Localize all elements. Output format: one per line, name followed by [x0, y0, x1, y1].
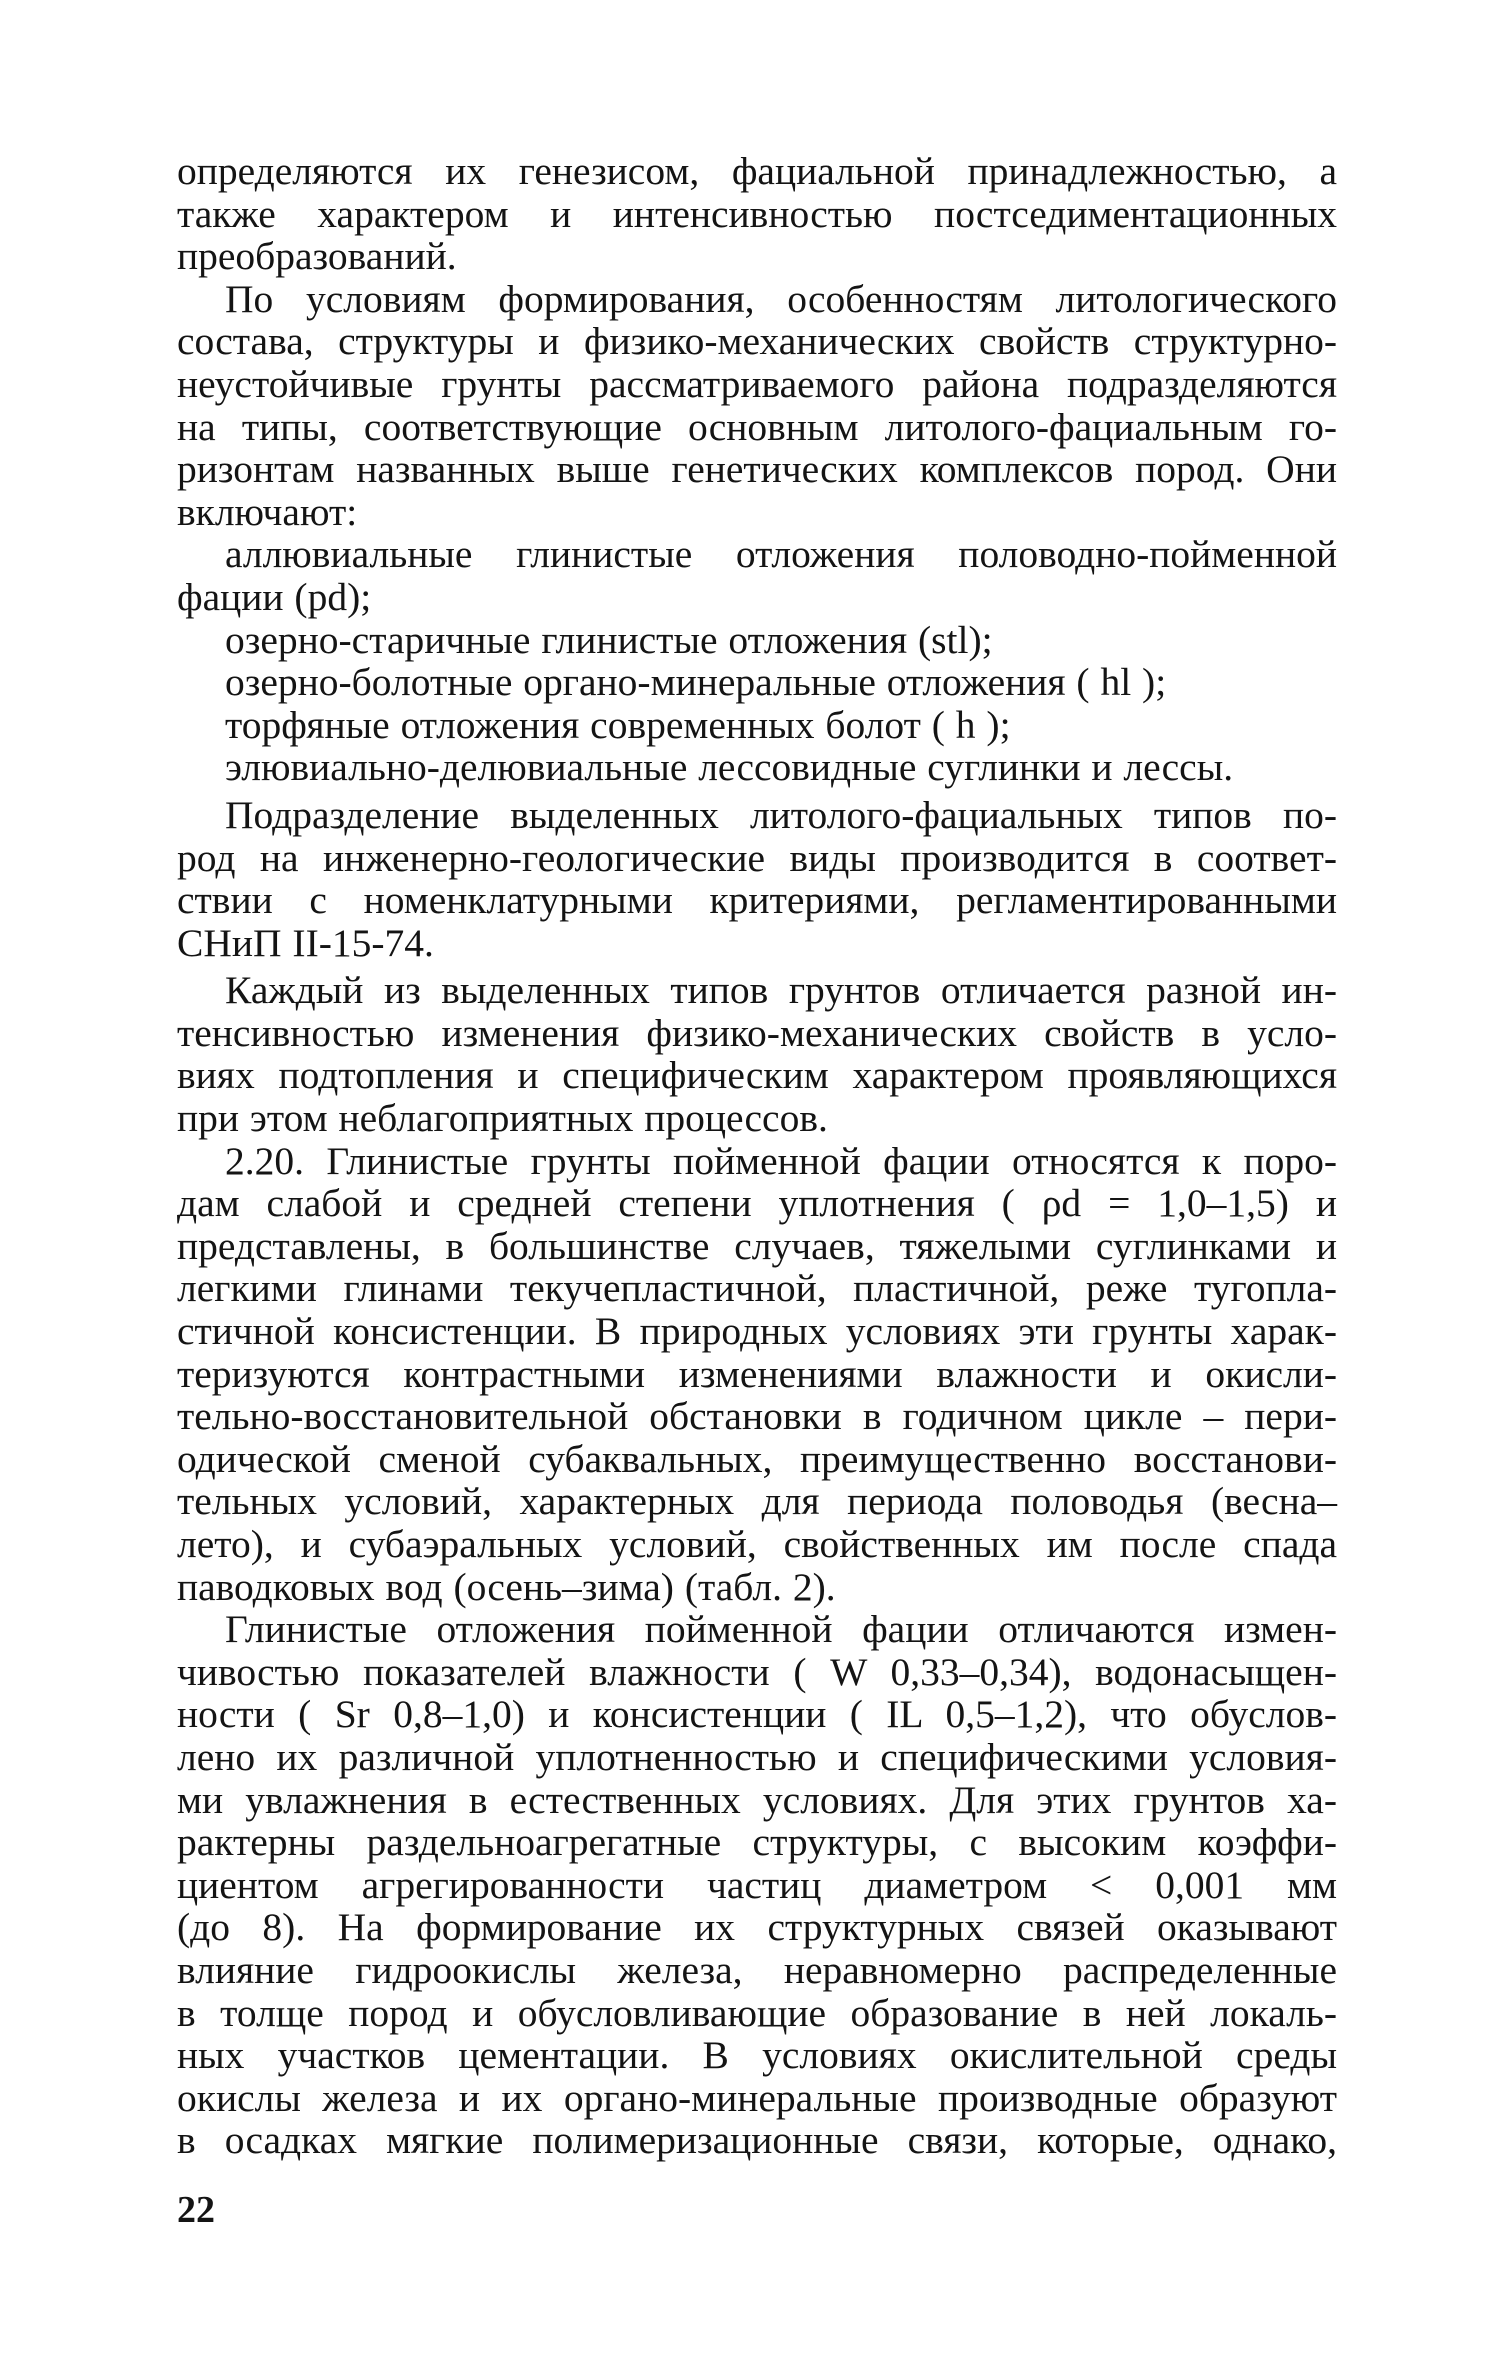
body-text: [177, 150, 1337, 2162]
text-line: ности ( Sr 0,8–1,0) и консистенции ( IL 0,5–1,2), что обуслов-: [177, 1692, 1337, 1737]
text-line: Подразделение выделенных литолого-фациальных типов по-: [225, 792, 1337, 837]
text-line: окислы железа и их органо-минеральные производные образуют: [177, 2075, 1337, 2120]
text-line: преобразований.: [177, 234, 457, 279]
text-line: торфяные отложения современных болот ( h );: [225, 702, 1011, 747]
text-line: дам слабой и средней степени уплотнения ( ρd = 1,0–1,5) и: [177, 1181, 1337, 1226]
text-line: состава, структуры и физико-механических свойств структурно-: [177, 319, 1337, 364]
text-line: включают:: [177, 489, 358, 534]
text-line: представлены, в большинстве случаев, тяжелыми суглинками и: [177, 1223, 1337, 1268]
text-line: ризонтам названных выше генетических комплексов пород. Они: [177, 447, 1337, 492]
text-line: тельных условий, характерных для периода половодья (весна–: [177, 1479, 1337, 1524]
text-line: озерно-старичные глинистые отложения (stl);: [225, 617, 993, 662]
text-line: неустойчивые грунты рассматриваемого района подразделяются: [177, 361, 1337, 406]
text-line: Каждый из выделенных типов грунтов отличается разной ин-: [225, 968, 1337, 1013]
text-line: рактерны раздельноагрегатные структуры, с высоким коэффи-: [177, 1820, 1337, 1865]
text-line: паводковых вод (осень–зима) (табл. 2).: [177, 1564, 836, 1609]
text-line: СНиП II-15-74.: [177, 920, 434, 965]
text-line: стичной консистенции. В природных условиях эти грунты харак-: [177, 1309, 1337, 1354]
text-line: ных участков цементации. В условиях окислительной среды: [177, 2033, 1337, 2078]
text-line: на типы, соответствующие основным литолого-фациальным го-: [177, 404, 1337, 449]
text-line: озерно-болотные органо-минеральные отложения ( hl );: [225, 660, 1167, 705]
text-line: 2.20. Глинистые грунты пойменной фации относятся к поро-: [225, 1138, 1337, 1183]
text-line: легкими глинами текучепластичной, пластичной, реже тугопла-: [177, 1266, 1337, 1311]
text-line: ствии с номенклатурными критериями, регламентированными: [177, 878, 1337, 923]
text-line: тенсивностью изменения физико-механических свойств в усло-: [177, 1010, 1337, 1055]
text-line: также характером и интенсивностью постседиментационных: [177, 191, 1337, 236]
text-line: По условиям формирования, особенностям литологического: [225, 276, 1337, 321]
text-line: определяются их генезисом, фациальной принадлежностью, а: [177, 149, 1337, 193]
text-line: аллювиальные глинистые отложения половодно-пойменной: [225, 532, 1337, 577]
text-line: в осадках мягкие полимеризационные связи, которые, однако,: [177, 2118, 1337, 2163]
page-number: 22: [177, 2189, 215, 2231]
text-line: элювиально-делювиальные лессовидные суглинки и лессы.: [225, 745, 1234, 790]
text-line: теризуются контрастными изменениями влажности и окисли-: [177, 1351, 1337, 1396]
text-line: ми увлажнения в естественных условиях. Для этих грунтов ха-: [177, 1777, 1337, 1822]
text-line: влияние гидроокислы железа, неравномерно распределенные: [177, 1947, 1337, 1992]
text-line: лено их различной уплотненностью и специфическими условия-: [177, 1734, 1337, 1779]
text-line: виях подтопления и специфическим характером проявляющихся: [177, 1053, 1337, 1098]
text-line: род на инженерно-геологические виды производится в соответ-: [177, 835, 1337, 880]
text-line: в толще пород и обусловливающие образование в ней локаль-: [177, 1990, 1337, 2035]
text-line: фации (pd);: [177, 574, 372, 619]
text-line: при этом неблагоприятных процессов.: [177, 1096, 828, 1141]
text-line: лето), и субаэральных условий, свойственных им после спада: [177, 1522, 1337, 1566]
text-line: циентом агрегированности частиц диаметром < 0,001 мм: [177, 1862, 1337, 1907]
text-line: чивостью показателей влажности ( W 0,33–0,34), водонасыщен-: [177, 1649, 1337, 1694]
text-line: тельно-восстановительной обстановки в годичном цикле – пери-: [177, 1394, 1337, 1439]
text-line: Глинистые отложения пойменной фации отличаются измен-: [225, 1607, 1337, 1652]
text-line: одической сменой субаквальных, преимущественно восстанови-: [177, 1436, 1337, 1481]
text-line: (до 8). На формирование их структурных связей оказывают: [177, 1905, 1337, 1950]
